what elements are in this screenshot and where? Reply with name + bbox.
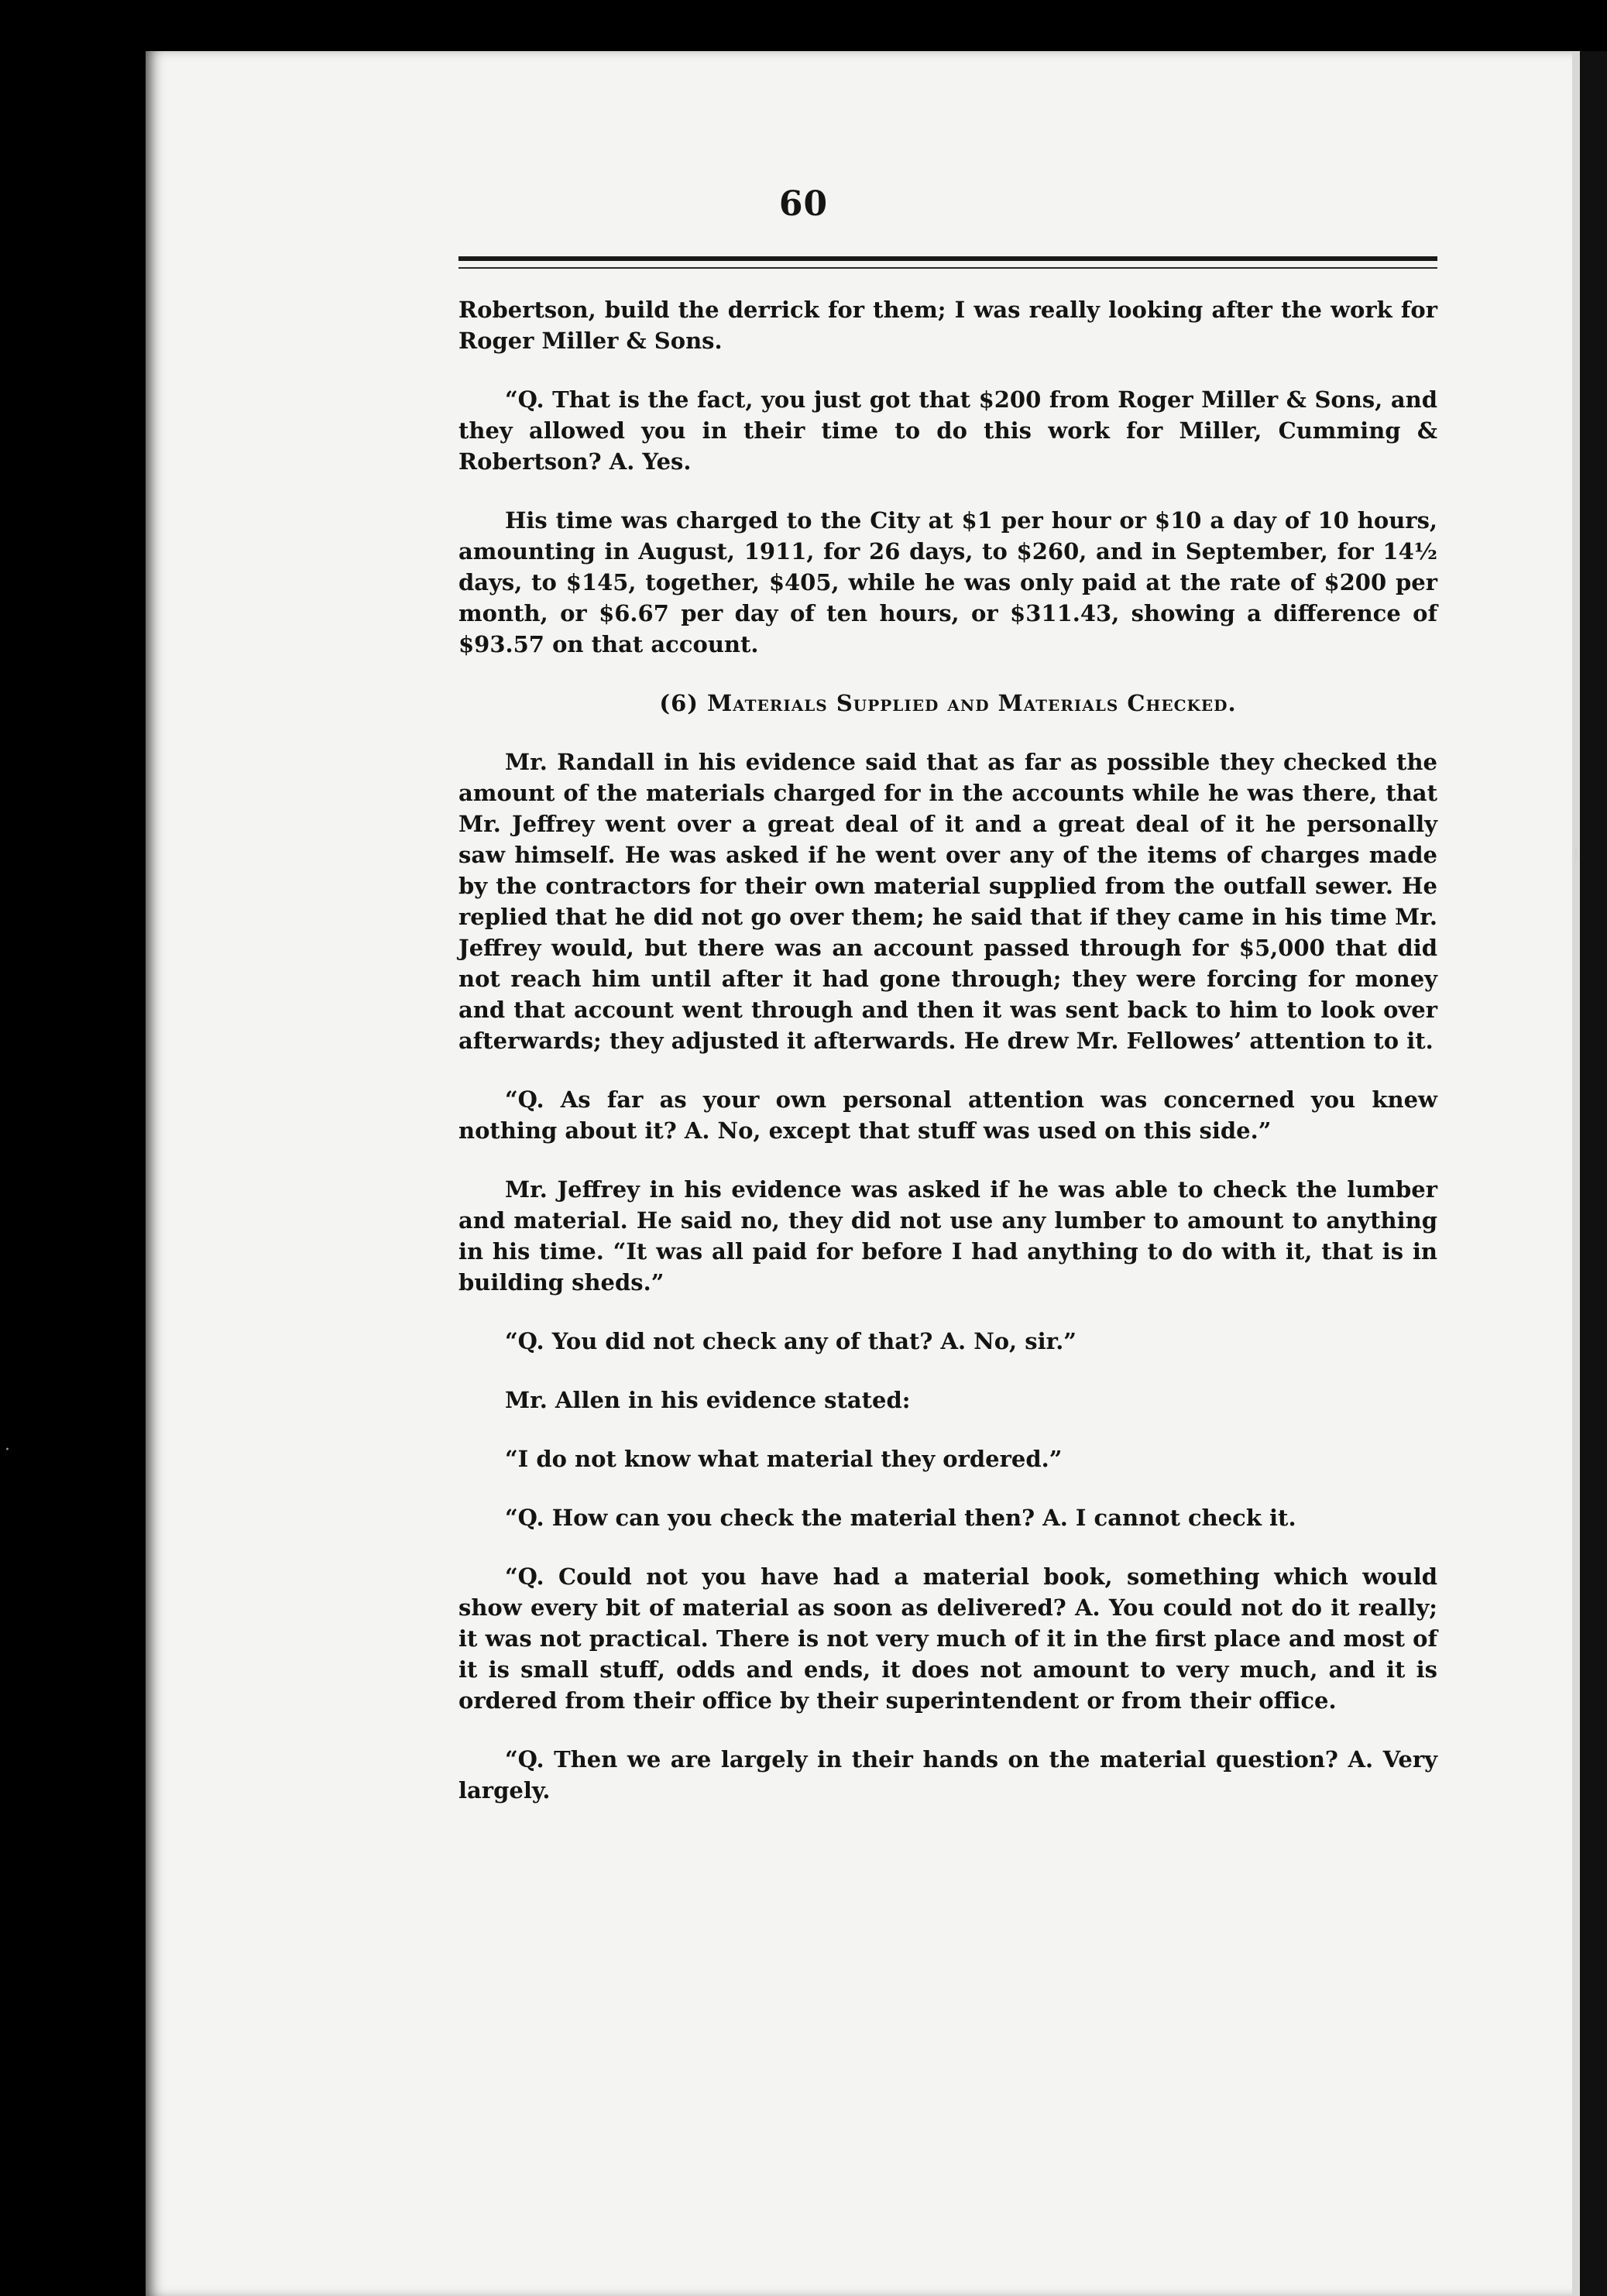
paragraph: Mr. Randall in his evidence said that as far as possible they checked the amount of the materials charged for in the accounts while he was there, that Mr. Jeffrey went over a great deal of it and a great deal of it he personally saw himself. He was asked if he went over any of the items of charges made by the contractors for their own material supplied from the outfall sewer. He replied that he did not go over them; he said that if they came in his time Mr. Jeffrey would, but there was an account passed through for $5,000 that did not reach him until after it had gone through; they were forcing for money and that account went through and then it was sent back to him to look over afterwards; they adjusted it afterwards. He drew Mr. Fellowes’ attention to it.	[458, 749, 1437, 1054]
paragraph: “Q. You did not check any of that? A. No, sir.”	[505, 1328, 1076, 1354]
paragraph: “I do not know what material they ordered.”	[505, 1446, 1063, 1472]
header-rule-thin	[458, 267, 1437, 269]
paragraph: His time was charged to the City at $1 per hour or $10 a day of 10 hours, amounting in August, 1911, for 26 days, to $260, and in September, for 14½ days, to $145, together, $405, while he was only paid at the rate of $200 per month, or $6.67 per day of ten hours, or $311.43, showing a difference of $93.57 on that account.	[458, 507, 1437, 657]
margin-smudge: ⁞	[1574, 845, 1579, 864]
body-text	[458, 294, 1437, 1834]
paragraph: Robertson, build the derrick for them; I was really looking after the work for Roger Miller & Sons.	[458, 297, 1437, 354]
header-rule-thick	[458, 256, 1437, 261]
paragraph: Mr. Jeffrey in his evidence was asked if he was able to check the lumber and material. He said no, they did not use any lumber to amount to anything in his time. “It was all paid for before I had anything to do with it, that is in building sheds.”	[458, 1176, 1437, 1296]
paragraph: “Q. That is the fact, you just got that $200 from Roger Miller & Sons, and they allowed you in their time to do this work for Miller, Cumming & Robertson? A. Yes.	[458, 386, 1437, 475]
paragraph: “Q. As far as your own personal attention was concerned you knew nothing about it? A. No, except that stuff was used on this side.”	[458, 1086, 1437, 1144]
page-number: 60	[778, 184, 829, 224]
paragraph: Mr. Allen in his evidence stated:	[505, 1387, 911, 1413]
paragraph: “Q. How can you check the material then? A. I cannot check it.	[505, 1505, 1296, 1531]
scan-border-right	[1580, 51, 1607, 2296]
paragraph: “Q. Could not you have had a material book, something which would show every bit of material as soon as delivered? A. You could not do it really; it was not practical. There is not very much of it in the first place and most of it is small stuff, odds and ends, it does not amount to very much, and it is ordered from their office by their superintendent or from their office.	[458, 1563, 1437, 1714]
paragraph: “Q. Then we are largely in their hands on the material question? A. Very largely.	[458, 1746, 1437, 1804]
margin-smudge-left: ·	[5, 1440, 10, 1460]
section-heading: (6) Materials Supplied and Materials Checked.	[659, 690, 1237, 716]
page-edge	[1572, 51, 1580, 2296]
